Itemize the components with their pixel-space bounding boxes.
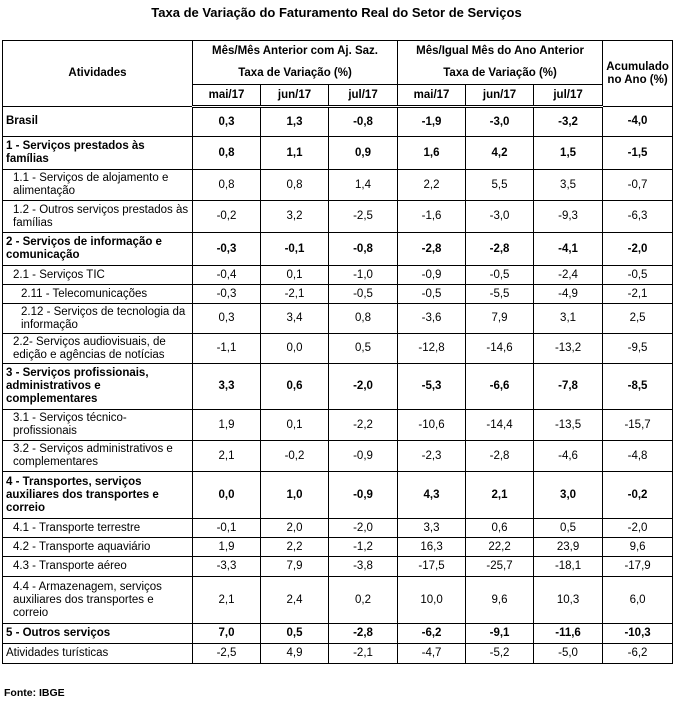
header-month: mai/17 [193, 85, 261, 107]
value-cell: -0,9 [398, 266, 466, 285]
header-group2-line1: Mês/Igual Mês do Ano Anterior [398, 41, 603, 63]
table-title: Taxa de Variação do Faturamento Real do Setor de Serviços [151, 5, 522, 20]
activity-label: 4.3 - Transporte aéreo [3, 557, 193, 577]
activity-label: 3 - Serviços profissionais, administrativos e complementares [3, 364, 193, 410]
table-row [3, 170, 673, 201]
activity-label: 1.2 - Outros serviços prestados às famílias [3, 201, 193, 233]
value-cell: 7,9 [466, 304, 534, 334]
header-month: jul/17 [329, 85, 398, 107]
value-cell: 23,9 [534, 538, 603, 557]
table-row [3, 304, 673, 334]
value-cell: 0,1 [261, 266, 329, 285]
table-body [3, 107, 673, 664]
value-cell: 1,1 [261, 137, 329, 170]
value-cell: -0,3 [193, 285, 261, 304]
table-row [3, 364, 673, 410]
value-cell: -2,0 [603, 233, 673, 266]
table-row [3, 285, 673, 304]
value-cell: 0,9 [329, 137, 398, 170]
value-cell: -1,1 [193, 334, 261, 364]
value-cell: -3,0 [466, 107, 534, 137]
value-cell: 2,4 [261, 577, 329, 624]
header-month: jul/17 [534, 85, 603, 107]
value-cell: -14,4 [466, 410, 534, 441]
value-cell: 3,3 [398, 519, 466, 538]
value-cell: -0,5 [603, 266, 673, 285]
header-group1-line1: Mês/Mês Anterior com Aj. Saz. [193, 41, 398, 63]
value-cell: -1,9 [398, 107, 466, 137]
value-cell: -2,0 [329, 519, 398, 538]
value-cell: 7,9 [261, 557, 329, 577]
table-row [3, 441, 673, 472]
activity-label: 1 - Serviços prestados às famílias [3, 137, 193, 170]
value-cell: -4,0 [603, 107, 673, 137]
value-cell: -2,5 [193, 644, 261, 664]
value-cell: -2,2 [329, 410, 398, 441]
value-cell: 0,8 [193, 137, 261, 170]
value-cell: -5,5 [466, 285, 534, 304]
value-cell: -8,5 [603, 364, 673, 410]
activity-label: Atividades turísticas [3, 644, 193, 664]
activity-label: 4.4 - Armazenagem, serviços auxiliares dos transportes e correio [3, 577, 193, 624]
value-cell: 2,1 [466, 472, 534, 519]
value-cell: -3,2 [534, 107, 603, 137]
value-cell: -25,7 [466, 557, 534, 577]
value-cell: -0,3 [193, 233, 261, 266]
value-cell: 0,5 [261, 624, 329, 644]
value-cell: 1,5 [534, 137, 603, 170]
source-note: Fonte: IBGE [4, 687, 65, 699]
value-cell: -5,3 [398, 364, 466, 410]
value-cell: 1,6 [398, 137, 466, 170]
value-cell: -4,8 [603, 441, 673, 472]
value-cell: 4,2 [466, 137, 534, 170]
activity-label: 2.11 - Telecomunicações [3, 285, 193, 304]
table-row [3, 266, 673, 285]
value-cell: -0,7 [603, 170, 673, 201]
table-row [3, 137, 673, 170]
value-cell: 3,4 [261, 304, 329, 334]
table-row [3, 538, 673, 557]
activity-label: 2 - Serviços de informação e comunicação [3, 233, 193, 266]
value-cell: -0,5 [329, 285, 398, 304]
value-cell: 22,2 [466, 538, 534, 557]
table-row [3, 410, 673, 441]
value-cell: 10,3 [534, 577, 603, 624]
value-cell: 3,3 [193, 364, 261, 410]
value-cell: -2,4 [534, 266, 603, 285]
value-cell: -2,8 [398, 233, 466, 266]
header-atividades: Atividades [3, 41, 193, 107]
value-cell: -0,9 [329, 472, 398, 519]
value-cell: 1,4 [329, 170, 398, 201]
value-cell: 2,2 [398, 170, 466, 201]
value-cell: -9,1 [466, 624, 534, 644]
value-cell: -0,2 [193, 201, 261, 233]
value-cell: -10,3 [603, 624, 673, 644]
value-cell: 0,3 [193, 304, 261, 334]
value-cell: -2,5 [329, 201, 398, 233]
value-cell: -2,3 [398, 441, 466, 472]
value-cell: 16,3 [398, 538, 466, 557]
value-cell: -3,8 [329, 557, 398, 577]
header-group1-line2: Taxa de Variação (%) [193, 63, 398, 85]
value-cell: -6,3 [603, 201, 673, 233]
value-cell: 2,2 [261, 538, 329, 557]
value-cell: -6,2 [603, 644, 673, 664]
value-cell: -0,1 [193, 519, 261, 538]
value-cell: 1,3 [261, 107, 329, 137]
value-cell: -2,1 [261, 285, 329, 304]
value-cell: -1,6 [398, 201, 466, 233]
activity-label: 4.2 - Transporte aquaviário [3, 538, 193, 557]
value-cell: 0,5 [534, 519, 603, 538]
value-cell: 6,0 [603, 577, 673, 624]
table-row [3, 577, 673, 624]
value-cell: 2,0 [261, 519, 329, 538]
activity-label: 1.1 - Serviços de alojamento e alimentação [3, 170, 193, 201]
value-cell: 0,0 [193, 472, 261, 519]
value-cell: 3,2 [261, 201, 329, 233]
value-cell: -4,6 [534, 441, 603, 472]
value-cell: -2,8 [466, 441, 534, 472]
value-cell: -0,1 [261, 233, 329, 266]
value-cell: -17,9 [603, 557, 673, 577]
activity-label: 2.12 - Serviços de tecnologia da informação [3, 304, 193, 334]
value-cell: 0,1 [261, 410, 329, 441]
header-acumulado: Acumulado no Ano (%) [603, 41, 673, 107]
value-cell: -2,0 [603, 519, 673, 538]
value-cell: 0,8 [193, 170, 261, 201]
table-row [3, 107, 673, 137]
value-cell: -13,5 [534, 410, 603, 441]
value-cell: -0,9 [329, 441, 398, 472]
value-cell: -18,1 [534, 557, 603, 577]
value-cell: 0,2 [329, 577, 398, 624]
value-cell: -4,9 [534, 285, 603, 304]
table-row [3, 557, 673, 577]
value-cell: -3,6 [398, 304, 466, 334]
activity-label: 3.2 - Serviços administrativos e complementares [3, 441, 193, 472]
value-cell: -12,8 [398, 334, 466, 364]
value-cell: -2,0 [329, 364, 398, 410]
value-cell: -4,7 [398, 644, 466, 664]
value-cell: -15,7 [603, 410, 673, 441]
value-cell: -3,0 [466, 201, 534, 233]
value-cell: 1,9 [193, 538, 261, 557]
activity-label: 2.1 - Serviços TIC [3, 266, 193, 285]
value-cell: 10,0 [398, 577, 466, 624]
value-cell: -5,2 [466, 644, 534, 664]
value-cell: -11,6 [534, 624, 603, 644]
activity-label: 4.1 - Transporte terrestre [3, 519, 193, 538]
value-cell: -2,1 [603, 285, 673, 304]
table-row [3, 334, 673, 364]
value-cell: -10,6 [398, 410, 466, 441]
value-cell: -5,0 [534, 644, 603, 664]
activity-label: 5 - Outros serviços [3, 624, 193, 644]
value-cell: -3,3 [193, 557, 261, 577]
value-cell: -1,2 [329, 538, 398, 557]
table-row [3, 644, 673, 664]
activity-label: 4 - Transportes, serviços auxiliares dos transportes e correio [3, 472, 193, 519]
value-cell: -9,3 [534, 201, 603, 233]
value-cell: -0,2 [261, 441, 329, 472]
activity-label: 2.2- Serviços audiovisuais, de edição e agências de notícias [3, 334, 193, 364]
header-month: jun/17 [261, 85, 329, 107]
value-cell: 0,6 [261, 364, 329, 410]
table-row [3, 472, 673, 519]
activity-label: Brasil [3, 107, 193, 137]
value-cell: 0,5 [329, 334, 398, 364]
value-cell: -0,2 [603, 472, 673, 519]
table-row [3, 201, 673, 233]
value-cell: 1,9 [193, 410, 261, 441]
value-cell: -2,8 [466, 233, 534, 266]
value-cell: -1,5 [603, 137, 673, 170]
value-cell: 0,3 [193, 107, 261, 137]
value-cell: 4,9 [261, 644, 329, 664]
value-cell: 4,3 [398, 472, 466, 519]
value-cell: -2,8 [329, 624, 398, 644]
value-cell: -13,2 [534, 334, 603, 364]
value-cell: -0,8 [329, 233, 398, 266]
value-cell: -6,2 [398, 624, 466, 644]
table-row [3, 233, 673, 266]
value-cell: 9,6 [603, 538, 673, 557]
value-cell: -0,5 [398, 285, 466, 304]
value-cell: -7,8 [534, 364, 603, 410]
value-cell: 2,1 [193, 441, 261, 472]
value-cell: 3,0 [534, 472, 603, 519]
value-cell: -17,5 [398, 557, 466, 577]
value-cell: 9,6 [466, 577, 534, 624]
value-cell: 0,8 [329, 304, 398, 334]
value-cell: -0,5 [466, 266, 534, 285]
value-cell: -14,6 [466, 334, 534, 364]
value-cell: -2,1 [329, 644, 398, 664]
value-cell: -6,6 [466, 364, 534, 410]
value-cell: -1,0 [329, 266, 398, 285]
value-cell: 1,0 [261, 472, 329, 519]
value-cell: 2,1 [193, 577, 261, 624]
data-table [2, 40, 673, 664]
table-row [3, 624, 673, 644]
value-cell: 3,1 [534, 304, 603, 334]
table-row [3, 519, 673, 538]
value-cell: 0,6 [466, 519, 534, 538]
value-cell: -0,4 [193, 266, 261, 285]
value-cell: -0,8 [329, 107, 398, 137]
value-cell: 5,5 [466, 170, 534, 201]
header-month: mai/17 [398, 85, 466, 107]
value-cell: -4,1 [534, 233, 603, 266]
header-group2-line2: Taxa de Variação (%) [398, 63, 603, 85]
header-month: jun/17 [466, 85, 534, 107]
activity-label: 3.1 - Serviços técnico-profissionais [3, 410, 193, 441]
value-cell: 7,0 [193, 624, 261, 644]
value-cell: -9,5 [603, 334, 673, 364]
value-cell: 2,5 [603, 304, 673, 334]
value-cell: 0,8 [261, 170, 329, 201]
value-cell: 3,5 [534, 170, 603, 201]
value-cell: 0,0 [261, 334, 329, 364]
